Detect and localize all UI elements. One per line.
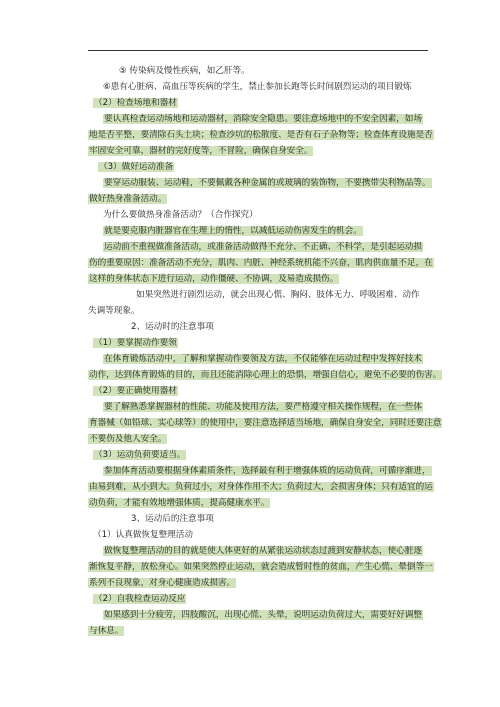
line-text: （3）做好运动准备 xyxy=(99,162,174,172)
line-text: ⑤ 传染病及慢性疾病，如乙肝等。 xyxy=(119,66,250,76)
header-rule xyxy=(88,50,428,51)
section-heading xyxy=(93,449,186,461)
section-heading xyxy=(93,593,186,605)
line-12 xyxy=(103,241,423,253)
line-4 xyxy=(103,113,423,125)
line-28 xyxy=(88,497,270,509)
line-text: （2）要正确使用器材 xyxy=(94,386,177,396)
section-heading xyxy=(98,161,174,173)
line-text: 由易到难，从小到大。负荷过小，对身体作用不大；负荷过大，会损害身体；只有适宜的运 xyxy=(89,482,433,492)
line-14 xyxy=(88,273,339,285)
line-22 xyxy=(103,401,423,413)
line-6 xyxy=(88,145,313,157)
line-text: 伤的重要原因：准备活动不充分，肌肉、内脏、神经系统机能不兴奋，肌肉供血量不足，在 xyxy=(89,258,433,268)
line-text: 要认真检查运动场地和运动器材，消除安全隐患。要注意场地中的不安全因素，如场 xyxy=(104,114,422,124)
line-36 xyxy=(88,625,124,637)
line-text: 运动前不重视做准备活动，或准备活动做得不充分、不正确、不科学，是引起运动损 xyxy=(104,242,422,252)
line-35 xyxy=(103,609,423,621)
line-text: （2）检查场地和器材 xyxy=(94,98,177,108)
section-title xyxy=(131,321,214,333)
line-text: ⑥患有心脏病、高血压等疾病的学生，禁止参加长跑等长时间剧烈运动的项目锻炼 xyxy=(103,82,412,92)
line-24 xyxy=(88,433,167,445)
line-text: 做恢复整理活动的目的就是使人体更好的从紧张运动状态过渡到安静状态，使心脏逐 xyxy=(104,546,422,556)
section-heading xyxy=(93,97,178,109)
line-text: 如果突然进行剧烈运动，就会出现心慌、胸闷、肢体无力、呼吸困难、动作 xyxy=(136,290,420,300)
line-text: 地是否平整，要清除石头土块；检查沙坑的松散度、是否有石子杂物等；检查体育设施是否 xyxy=(89,130,433,140)
line-19 xyxy=(103,353,423,365)
line-text: 牢固安全可靠，器材的完好度等，不冒险，确保自身安全。 xyxy=(89,146,313,156)
line-text: 不要伤及他人安全。 xyxy=(89,434,167,444)
section-heading xyxy=(93,337,178,349)
line-5 xyxy=(88,129,434,141)
section-title xyxy=(131,513,214,525)
line-9 xyxy=(88,193,167,205)
line-33 xyxy=(88,577,236,589)
line-text: 如果感到十分疲劳，四肢酸沉，出现心慌、头晕，说明运动负荷过大，需要好好调整 xyxy=(104,610,422,620)
line-15 xyxy=(136,289,420,301)
line-text: 育器械（如铅球、实心球等）的使用中，要注意选择适当场地，确保自身安全，同时还要注意 xyxy=(89,418,442,428)
line-16 xyxy=(88,305,140,317)
line-text: 失调等现象。 xyxy=(88,306,140,316)
line-text: 与休息。 xyxy=(89,626,124,636)
line-text: 在体育锻炼活动中，了解和掌握动作要领及方法，不仅能够在运动过程中发挥好技术 xyxy=(104,354,422,364)
line-26 xyxy=(103,465,432,477)
line-1 xyxy=(119,65,250,77)
line-text: 做好热身准备活动。 xyxy=(89,194,167,204)
line-27 xyxy=(88,481,434,493)
line-20 xyxy=(88,369,442,381)
section-heading xyxy=(93,385,178,397)
line-11 xyxy=(103,225,363,237)
line-text: 渐恢复平静，放松身心。如果突然停止运动，就会造成暂时性的贫血，产生心慌、晕倒等一 xyxy=(89,562,433,572)
line-13 xyxy=(88,257,434,269)
line-text: 就是要克服内脏器官在生理上的惰性，以减低运动伤害发生的机会。 xyxy=(104,226,362,236)
line-text: 动作，达到体育锻炼的目的，而且还能消除心理上的恐惧，增强自信心，避免不必要的伤害。 xyxy=(89,370,442,380)
line-text: 这样的身体状态下进行运动，动作僵硬、不协调，及易造成损伤。 xyxy=(89,274,339,284)
line-text: 参加体育活动要根据身体素质条件，选择最有利于增强体质的运动负荷，可循序渐进， xyxy=(104,466,431,476)
line-text: 要穿运动服装、运动鞋，不要佩戴各种金属的或玻璃的装饰物，不要携带尖利物品等。 xyxy=(104,178,431,188)
line-23 xyxy=(88,417,442,429)
line-text: （1）要掌握动作要领 xyxy=(94,338,177,348)
line-text: 为什么要做热身准备活动？（合作探究） xyxy=(103,210,258,220)
line-text: （1）认真做恢复整理活动 xyxy=(93,530,193,540)
line-text: 要了解熟悉掌握器材的性能、功能及使用方法，要严格遵守相关操作规程，在一些体 xyxy=(104,402,422,412)
line-8 xyxy=(103,177,432,189)
line-text: 2、运动时的注意事项 xyxy=(131,322,214,332)
line-text: 系列不良现象，对身心健康造成损害。 xyxy=(89,578,236,588)
line-text: 动负荷，才能有效地增强体质，提高健康水平。 xyxy=(89,498,270,508)
section-heading xyxy=(93,529,193,541)
question-heading xyxy=(103,209,258,221)
line-32 xyxy=(88,561,434,573)
line-text: （2）自我检查运动反应 xyxy=(94,594,186,604)
line-31 xyxy=(103,545,423,557)
line-text: （3）运动负荷要适当。 xyxy=(94,450,186,460)
line-text: 3、运动后的注意事项 xyxy=(131,514,214,524)
line-2 xyxy=(103,81,412,93)
